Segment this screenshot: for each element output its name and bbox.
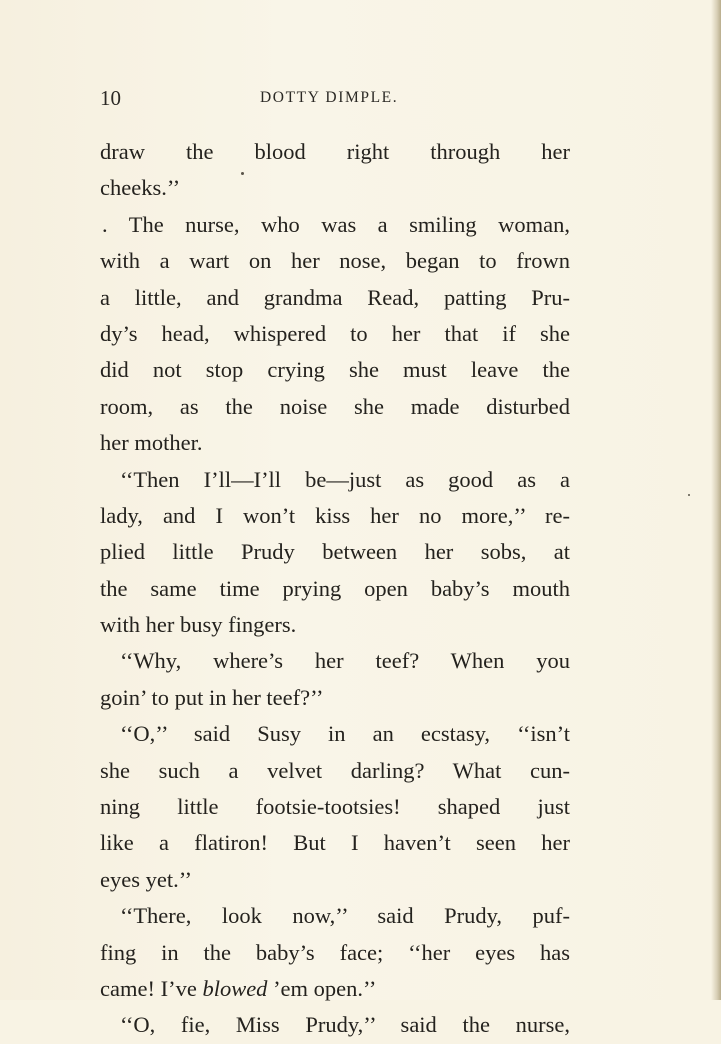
text-line: fing in the baby’s face; ‘‘her eyes has [100,939,570,965]
text-line: with her busy fingers. [100,612,297,638]
text-line: draw the blood right through her [100,139,570,164]
text-line: ‘‘O, fie, Miss Prudy,’’ said the nurse, [120,1012,570,1038]
paper-speck [241,172,244,175]
text-line: ‘‘O,’’ said Susy in an ecstasy, ‘‘isn’t [120,721,570,747]
text-line: with a wart on her nose, began to frown [100,248,570,274]
italic-word: blowed [202,975,268,1001]
running-head: DOTTY DIMPLE. [260,89,399,106]
text-line: the same time prying open baby’s mouth [100,575,570,601]
body-text [100,134,570,1044]
text-line: ning little footsie-tootsies! shaped just [100,794,570,820]
text-line: did not stop crying she must leave the [100,357,570,383]
text-line: like a flatiron! But I haven’t seen her [100,830,570,856]
text-line [100,971,570,1007]
text-line: ‘‘There, look now,’’ said Prudy, puf- [120,903,570,929]
text-line: goin’ to put in her teef?’’ [100,684,324,710]
text-line: a little, and grandma Read, patting Pru- [100,284,570,310]
page-number: 10 [100,86,121,110]
text-line: dy’s head, whispered to her that if she [100,320,570,346]
text-line: ‘‘Why, where’s her teef? When you [120,648,570,674]
text-line: lady, and I won’t kiss her no more,’’ re- [100,502,570,528]
text-line: . The nurse, who was a smiling woman, [102,211,570,237]
text-line: she such a velvet darling? What cun- [100,757,570,783]
text-line: ‘‘Then I’ll—I’ll be—just as good as a [120,466,570,492]
page-header [100,86,570,110]
text-line: eyes yet.’’ [100,866,193,892]
text-line: her mother. [100,430,203,456]
text-line: cheeks.’’ [100,175,181,201]
text-fragment: came! I’ve [100,975,203,1001]
text-line: plied little Prudy between her sobs, at [100,539,570,565]
paper-speck [688,494,690,496]
text-line: room, as the noise she made disturbed [100,393,570,419]
page-edge [711,0,721,1000]
text-fragment: ’em open.’’ [267,975,377,1001]
